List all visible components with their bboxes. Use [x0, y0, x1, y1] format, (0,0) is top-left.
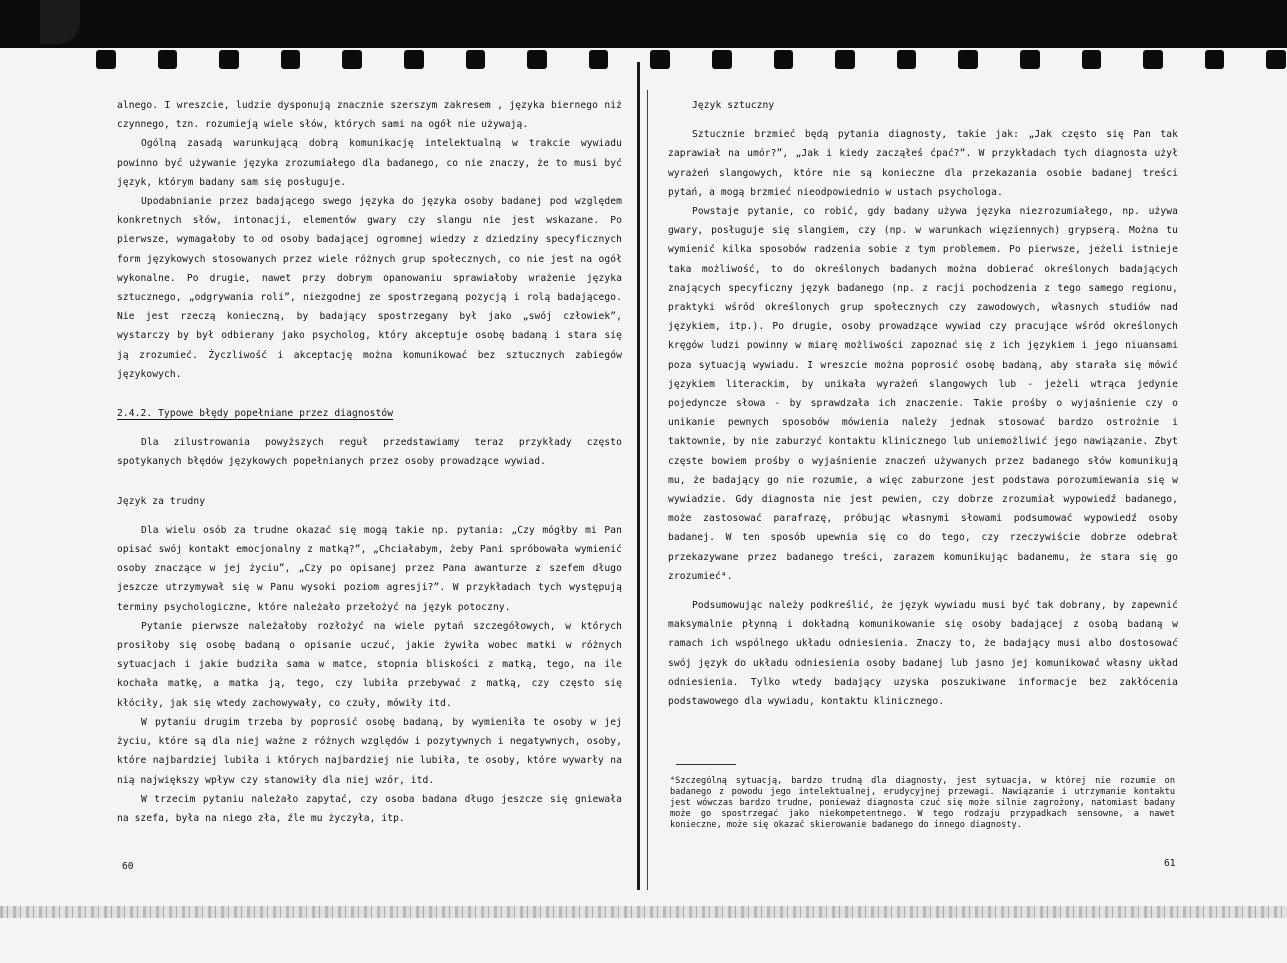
section-heading: [117, 404, 622, 423]
paragraph: Dla wielu osób za trudne okazać się mogą takie np. pytania: „Czy mógłby mi Pan opisać swój kontakt emocjonalny z matką?”, „Chciałabym, żeby Pani spróbowała wymienić osoby znaczące w jej życiu”, „Czy po opisanej przez Pana awanturze z szefem długo jeszcze utrzymywał się w Panu wysoki poziom agresji?”. W przykładach tych występują terminy psychologiczne, które należało przełożyć na język potoczny.: [117, 524, 622, 613]
paragraph: Upodabnianie przez badającego swego języka do języka osoby badanej pod względem konkretnych słów, intonacji, elementów gwary czy slangu nie jest wskazane. Po pierwsze, wymagałoby to od osoby badającej ogromnej wiedzy z dziedziny specyficznych form językowych stosowanych przez wiele różnych grup społecznych, co nie jest na ogół wykonalne. Po drugie, nawet przy dobrym opanowaniu sprawiałoby wrażenie języka sztucznego, „odgrywania roli”, niezgodnej ze spostrzeganą pozycją i rolą badającego. Nie jest rzeczą konieczną, by badający spostrzegany był jako „swój człowiek”, wystarczy by był odbierany jako psycholog, który akceptuje osobę badaną i stara się ją zrozumieć. Życzliwość i akceptację można komunikować bez sztucznych zabiegów językowych.: [117, 196, 622, 380]
page-number-left: 60: [122, 861, 134, 872]
paragraph: W trzecim pytaniu należało zapytać, czy osoba badana długo jeszcze się gniewała na szefa, była na niego zła, źle mu życzyła, itp.: [117, 793, 622, 824]
subheading: Język sztuczny: [692, 100, 775, 111]
page-number-right: 61: [1164, 858, 1176, 869]
book-spine-shadow: [647, 90, 648, 890]
subheading: Język za trudny: [117, 495, 206, 507]
section-intro: Dla zilustrowania powyższych reguł przedstawiamy teraz przykłady często spotykanych błędów językowych popełnianych przez osoby prowadzące wywiad.: [117, 437, 622, 468]
paragraph: Powstaje pytanie, co robić, gdy badany używa języka niezrozumiałego, np. używa gwary, posługuje się slangiem, czy (np. w warunkach więziennych) grypserą. Można tu wymienić kilka sposobów radzenia sobie z tym problemem. Po pierwsze, jeżeli istnieje taka możliwość, to do określonych badanych można dobierać określonych badających znających specyficzny język badanego (np. z racji pochodzenia z tego samego regionu, praktyki wśród określonych grup społecznych czy zawodowych, własnych studiów nad językiem, itp.). Po drugie, osoby prowadzące wywiad czy pracujące wśród określonych kręgów ludzi powinny w miarę możliwości zapoznać się z ich językiem i jego niuansami poza sytuacją wywiadu. I wreszcie można poprosić osobę badaną, aby starała się mówić językiem literackim, by unikała wyrażeń slangowych lub - jeżeli wtrąca jedynie pojedyncze słowa - by sprawdzała ich znaczenie. Takie prośby o wyjaśnienie czy o unikanie pewnych sposobów mówienia należy jednak stosować bardzo ostrożnie i taktownie, by nie zaburzyć kontaktu klinicznego lub uniemożliwić jego nawiązanie. Zbyt częste bowiem prośby o wyjaśnienie znaczeń używanych przez badanego słów komunikują mu, że badający go nie rozumie, a więc zaburzone jest podstawa porozumiewania się w wywiadzie. Gdy diagnosta nie jest pewien, czy dobrze zrozumiał wypowiedź badanego, może zastosować parafrazę, próbując własnymi słowami podsumować wypowiedź osoby badanej. W ten sposób upewnia się co do tego, czy rzeczywiście dobrze odebrał przekazywane przez badanego treści, zarazem komunikując badanemu, że stara się go zrozumieć⁴.: [668, 206, 1178, 582]
paragraph: alnego. I wreszcie, ludzie dysponują znacznie szerszym zakresem , języka biernego niż czynnego, tzn. rozumieją wiele słów, których sami na ogół nie używają.: [117, 100, 622, 131]
footnote: ⁴Szczególną sytuacją, bardzo trudną dla diagnosty, jest sytuacja, w której nie rozumie on badanego z powodu jego intelektualnej, erudycyjnej przewagi. Nawiązanie i utrzymanie kontaktu jest wówczas bardzo trudne, ponieważ diagnosta czuć się może silnie zagrożony, natomiast badany może go spostrzegać jako niekompetentnego. W tego rodzaju przypadkach sensowne, a nawet konieczne, może się okazać skierowanie badanego do innego diagnosty.: [670, 776, 1175, 830]
right-page: [668, 96, 1178, 886]
footnote-rule: [676, 764, 736, 765]
paragraph: Ogólną zasadą warunkującą dobrą komunikację intelektualną w trakcie wywiadu powinno być używanie języka zrozumiałego dla badanego, co nie znaczy, że to musi być język, którym badany sam się posługuje.: [117, 138, 622, 188]
paragraph: Pytanie pierwsze należałoby rozłożyć na wiele pytań szczegółowych, w których prosiłoby się osobę badaną o opisanie uczuć, jakie żywiła wobec matki w różnych sytuacjach i jakie budziła sama w matce, stopnia bliskości z matką, tego, na ile kochała matkę, a matka ją, tego, czy lubiła przebywać z matką, czy często się kłóciły, jak się wtedy zachowywały, co czuły, mówiły itd.: [117, 620, 622, 709]
scan-bottom-noise: [0, 906, 1287, 918]
paragraph: Podsumowując należy podkreślić, że język wywiadu musi być tak dobrany, by zapewnić maksymalnie płynną i dokładną komunikowanie się osoby badającej z osobą badaną w ramach ich wspólnego układu odniesienia. Znaczy to, że badający musi albo dostosować swój język do układu odniesienia osoby badanej lub jasno jej komunikować własny układ odniesienia. Tylko wtedy badający uzyska poszukiwane informacje bez zakłócenia podstawowego dla wywiadu, kontaktu klinicznego.: [668, 600, 1178, 708]
scan-top-band: [0, 0, 1287, 48]
section-heading-text: 2.4.2. Typowe błędy popełniane przez diagnostów: [117, 408, 394, 420]
book-spine: [637, 62, 640, 890]
scan-perforation-row: [96, 50, 1286, 72]
paragraph: Sztucznie brzmieć będą pytania diagnosty, takie jak: „Jak często się Pan tak zaprawiał na umór?”, „Jak i kiedy zacząłeś ćpać?”. W przykładach tych diagnosta użył wyrażeń slangowych, które nie są konieczne dla przekazania osobie badanej treści pytań, a mogą brzmieć nieodpowiednio w ustach psychologa.: [668, 129, 1178, 198]
left-page: [117, 96, 622, 886]
paragraph: W pytaniu drugim trzeba by poprosić osobę badaną, by wymieniła te osoby w jej życiu, które są dla niej ważne z różnych względów i pozytywnych i negatywnych, osoby, które najbardziej lubiła i których najbardziej nie lubiła, te osoby, które wywarły na nią największy wpływ czy stanowiły dla niej wzór, itd.: [117, 716, 622, 786]
